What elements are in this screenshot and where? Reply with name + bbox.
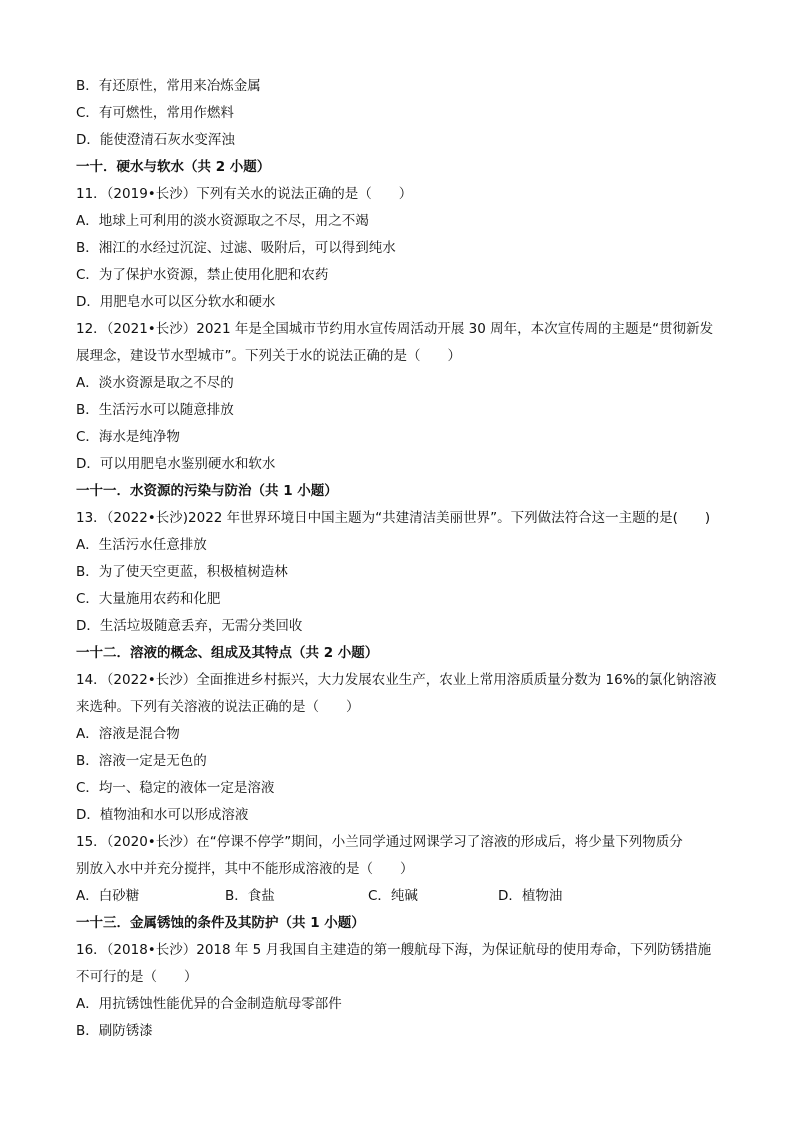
question-16-stem-line2: 不可行的是（ ） (76, 969, 198, 985)
question-13-option-d: D．生活垃圾随意丢弃，无需分类回收 (76, 618, 303, 634)
question-14-option-d: D．植物油和水可以形成溶液 (76, 807, 249, 823)
question-11-option-c: C．为了保护水资源，禁止使用化肥和农药 (76, 267, 329, 283)
question-15-option-b: B．食盐 (225, 888, 275, 904)
option-d-limewater: D．能使澄清石灰水变浑浊 (76, 132, 235, 148)
section-heading-hard-soft-water: 一十．硬水与软水（共 2 小题） (76, 159, 271, 175)
question-15-option-c: C．纯碱 (368, 888, 418, 904)
question-16-stem-line1: 16．（2018•长沙）2018 年 5 月我国自主建造的第一艘航母下海，为保证航母的使用寿命，下列防锈措施 (76, 942, 712, 958)
question-12-option-d: D．可以用肥皂水鉴别硬水和软水 (76, 456, 276, 472)
question-14-option-b: B．溶液一定是无色的 (76, 753, 207, 769)
question-15-option-d: D．植物油 (498, 888, 563, 904)
question-15-stem-line2: 别放入水中并充分搅拌，其中不能形成溶液的是（ ） (76, 861, 414, 877)
section-heading-solutions: 一十二．溶液的概念、组成及其特点（共 2 小题） (76, 645, 379, 661)
question-12-stem-line1: 12．（2021•长沙）2021 年是全国城市节约用水宣传周活动开展 30 周年，本次宣传周的主题是“贯彻新发 (76, 321, 714, 337)
question-11-stem: 11．（2019•长沙）下列有关水的说法正确的是（ ） (76, 186, 413, 202)
question-13-option-c: C．大量施用农药和化肥 (76, 591, 221, 607)
question-16-option-a: A．用抗锈蚀性能优异的合金制造航母零部件 (76, 996, 342, 1012)
question-13-stem: 13．（2022•长沙)2022 年世界环境日中国主题为“共建清洁美丽世界”。下列做法符合这一主题的是( ) (76, 510, 711, 526)
question-14-stem-line2: 来选种。下列有关溶液的说法正确的是（ ） (76, 699, 360, 715)
question-13-option-b: B．为了使天空更蓝，积极植树造林 (76, 564, 288, 580)
section-heading-metal-corrosion: 一十三．金属锈蚀的条件及其防护（共 1 小题） (76, 915, 365, 931)
question-14-option-a: A．溶液是混合物 (76, 726, 180, 742)
question-11-option-d: D．用肥皂水可以区分软水和硬水 (76, 294, 276, 310)
question-11-option-a: A．地球上可利用的淡水资源取之不尽，用之不竭 (76, 213, 369, 229)
question-12-option-b: B．生活污水可以随意排放 (76, 402, 234, 418)
option-b-reducing: B．有还原性，常用来冶炼金属 (76, 78, 261, 94)
option-c-flammable: C．有可燃性，常用作燃料 (76, 105, 234, 121)
question-16-option-b: B．刷防锈漆 (76, 1023, 153, 1039)
question-14-option-c: C．均一、稳定的液体一定是溶液 (76, 780, 275, 796)
question-11-option-b: B．湘江的水经过沉淀、过滤、吸附后，可以得到纯水 (76, 240, 396, 256)
question-13-option-a: A．生活污水任意排放 (76, 537, 207, 553)
section-heading-water-pollution: 一十一．水资源的污染与防治（共 1 小题） (76, 483, 338, 499)
question-12-option-c: C．海水是纯净物 (76, 429, 180, 445)
question-15-option-a: A．白砂糖 (76, 888, 140, 904)
question-15-stem-line1: 15．（2020•长沙）在“停课不停学”期间，小兰同学通过网课学习了溶液的形成后，将少量下列物质分 (76, 834, 683, 850)
question-14-stem-line1: 14．（2022•长沙）全面推进乡村振兴，大力发展农业生产，农业上常用溶质质量分数为 16%的氯化钠溶液 (76, 672, 717, 688)
question-12-stem-line2: 展理念，建设节水型城市”。下列关于水的说法正确的是（ ） (76, 348, 461, 364)
question-12-option-a: A．淡水资源是取之不尽的 (76, 375, 234, 391)
